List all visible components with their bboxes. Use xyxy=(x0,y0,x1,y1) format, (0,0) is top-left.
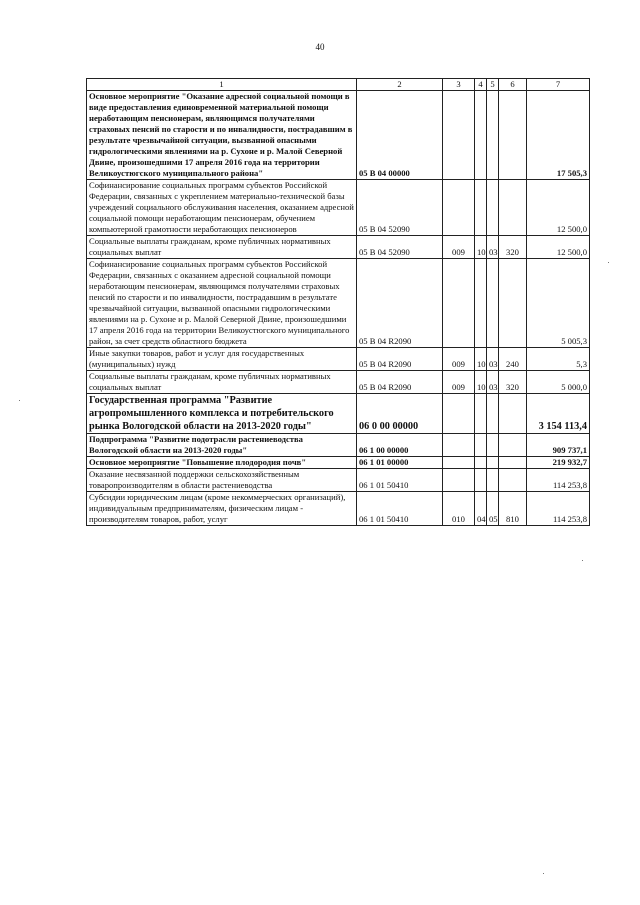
row-name-cell: Иные закупки товаров, работ и услуг для государственных (муниципальных) нужд xyxy=(87,348,357,371)
row-col4-cell: 04 xyxy=(475,492,487,526)
row-col6-cell xyxy=(499,394,527,434)
row-col3-cell: 009 xyxy=(443,236,475,259)
header-col-2: 2 xyxy=(357,79,443,91)
row-col5-cell xyxy=(487,469,499,492)
row-col3-cell xyxy=(443,457,475,469)
row-name-cell: Подпрограмма "Развитие подотрасли растениеводства Вологодской области на 2013-2020 годы" xyxy=(87,434,357,457)
row-code-cell: 05 В 04 R2090 xyxy=(357,371,443,394)
page-number: 40 xyxy=(315,42,325,52)
budget-table xyxy=(86,78,590,526)
row-col4-cell xyxy=(475,259,487,348)
row-amount-cell: 219 932,7 xyxy=(527,457,590,469)
row-name-cell: Социальные выплаты гражданам, кроме публичных нормативных социальных выплат xyxy=(87,236,357,259)
row-col4-cell xyxy=(475,91,487,180)
row-col6-cell xyxy=(499,469,527,492)
row-col5-cell xyxy=(487,259,499,348)
row-code-cell: 05 В 04 00000 xyxy=(357,91,443,180)
row-col5-cell: 03 xyxy=(487,236,499,259)
row-col6-cell: 810 xyxy=(499,492,527,526)
row-col5-cell xyxy=(487,91,499,180)
row-name-cell: Оказание несвязанной поддержки сельскохозяйственным товаропроизводителям в области растениеводства xyxy=(87,469,357,492)
row-code-cell: 05 В 04 R2090 xyxy=(357,348,443,371)
table-row xyxy=(87,469,590,492)
row-col6-cell xyxy=(499,180,527,236)
row-col6-cell xyxy=(499,91,527,180)
row-col5-cell: 03 xyxy=(487,348,499,371)
row-col6-cell xyxy=(499,259,527,348)
row-code-cell: 05 В 04 52090 xyxy=(357,236,443,259)
row-name-cell: Основное мероприятие "Оказание адресной социальной помощи в виде предоставления единовременной материальной помощи неработающим пенсионерам, являющимся получателями страховых пенсий по старости и по инвалидности, пострадавшим в результате чрезвычайной ситуации, вызванной опасными гидрологическими явлениями на р. Сухоне и р. Малой Северной Двине, произошедшими 17 апреля 2016 года на территории Великоустюгского муниципального района" xyxy=(87,91,357,180)
row-amount-cell: 114 253,8 xyxy=(527,469,590,492)
row-col5-cell: 05 xyxy=(487,492,499,526)
row-col5-cell xyxy=(487,457,499,469)
scan-speck xyxy=(19,400,20,401)
row-col6-cell: 320 xyxy=(499,236,527,259)
header-col-3: 3 xyxy=(443,79,475,91)
row-name-cell: Софинансирование социальных программ субъектов Российской Федерации, связанных с оказанием адресной социальной помощи неработающим пенсионерам, являющимся получателями страховых пенсий по старости и по инвалидности, пострадавшим в результате чрезвычайной ситуации, вызванной опасными гидрологическими явлениями на р. Сухоне и р. Малой Северной Двине, произошедшими 17 апреля 2016 года на территории Великоустюгского муниципального район, за счет средств областного бюджета xyxy=(87,259,357,348)
row-col3-cell xyxy=(443,180,475,236)
scan-speck xyxy=(543,873,544,874)
row-name-cell: Государственная программа "Развитие агропромышленного комплекса и потребительского рынка Вологодской области на 2013-2020 годы" xyxy=(87,394,357,434)
row-col5-cell xyxy=(487,434,499,457)
row-amount-cell: 909 737,1 xyxy=(527,434,590,457)
row-name-cell: Софинансирование социальных программ субъектов Российской Федерации, связанных с укреплением материально-технической базы учреждений социального обслуживания населения, оказанием адресной социальной помощи неработающим пенсионерам, обучением компьютерной грамотности неработающих пенсионеров xyxy=(87,180,357,236)
row-amount-cell: 5 000,0 xyxy=(527,371,590,394)
table-row xyxy=(87,371,590,394)
row-col6-cell xyxy=(499,457,527,469)
row-col4-cell: 10 xyxy=(475,371,487,394)
table-row xyxy=(87,457,590,469)
row-col4-cell xyxy=(475,457,487,469)
row-col4-cell: 10 xyxy=(475,236,487,259)
row-col6-cell xyxy=(499,434,527,457)
row-col4-cell xyxy=(475,434,487,457)
row-col3-cell xyxy=(443,91,475,180)
row-code-cell: 06 1 01 50410 xyxy=(357,469,443,492)
row-amount-cell: 12 500,0 xyxy=(527,236,590,259)
header-col-4: 4 xyxy=(475,79,487,91)
row-amount-cell: 5,3 xyxy=(527,348,590,371)
row-col3-cell: 009 xyxy=(443,348,475,371)
row-col3-cell xyxy=(443,469,475,492)
row-col3-cell xyxy=(443,259,475,348)
table-header-row xyxy=(87,79,590,91)
row-amount-cell: 12 500,0 xyxy=(527,180,590,236)
row-col5-cell xyxy=(487,394,499,434)
row-code-cell: 06 0 00 00000 xyxy=(357,394,443,434)
row-name-cell: Социальные выплаты гражданам, кроме публичных нормативных социальных выплат xyxy=(87,371,357,394)
header-col-7: 7 xyxy=(527,79,590,91)
row-col3-cell xyxy=(443,434,475,457)
row-amount-cell: 3 154 113,4 xyxy=(527,394,590,434)
row-amount-cell: 5 005,3 xyxy=(527,259,590,348)
row-col6-cell: 320 xyxy=(499,371,527,394)
scan-speck xyxy=(608,262,609,263)
table-row xyxy=(87,91,590,180)
row-col5-cell xyxy=(487,180,499,236)
row-col4-cell xyxy=(475,469,487,492)
row-amount-cell: 114 253,8 xyxy=(527,492,590,526)
row-col4-cell xyxy=(475,180,487,236)
table-row xyxy=(87,348,590,371)
header-col-5: 5 xyxy=(487,79,499,91)
row-code-cell: 06 1 01 50410 xyxy=(357,492,443,526)
row-col3-cell: 009 xyxy=(443,371,475,394)
header-col-6: 6 xyxy=(499,79,527,91)
header-col-1: 1 xyxy=(87,79,357,91)
table-row xyxy=(87,236,590,259)
table-row xyxy=(87,259,590,348)
row-col6-cell: 240 xyxy=(499,348,527,371)
scan-speck xyxy=(582,560,583,561)
row-amount-cell: 17 505,3 xyxy=(527,91,590,180)
row-code-cell: 05 В 04 52090 xyxy=(357,180,443,236)
table-row xyxy=(87,394,590,434)
row-code-cell: 06 1 00 00000 xyxy=(357,434,443,457)
table-row xyxy=(87,492,590,526)
row-col4-cell: 10 xyxy=(475,348,487,371)
row-name-cell: Субсидии юридическим лицам (кроме некоммерческих организаций), индивидуальным предпринимателям, физическим лицам - производителям товаров, работ, услуг xyxy=(87,492,357,526)
row-col3-cell: 010 xyxy=(443,492,475,526)
row-code-cell: 06 1 01 00000 xyxy=(357,457,443,469)
table-row xyxy=(87,180,590,236)
row-code-cell: 05 В 04 R2090 xyxy=(357,259,443,348)
table-row xyxy=(87,434,590,457)
row-col5-cell: 03 xyxy=(487,371,499,394)
row-col3-cell xyxy=(443,394,475,434)
row-col4-cell xyxy=(475,394,487,434)
row-name-cell: Основное мероприятие "Повышение плодородия почв" xyxy=(87,457,357,469)
